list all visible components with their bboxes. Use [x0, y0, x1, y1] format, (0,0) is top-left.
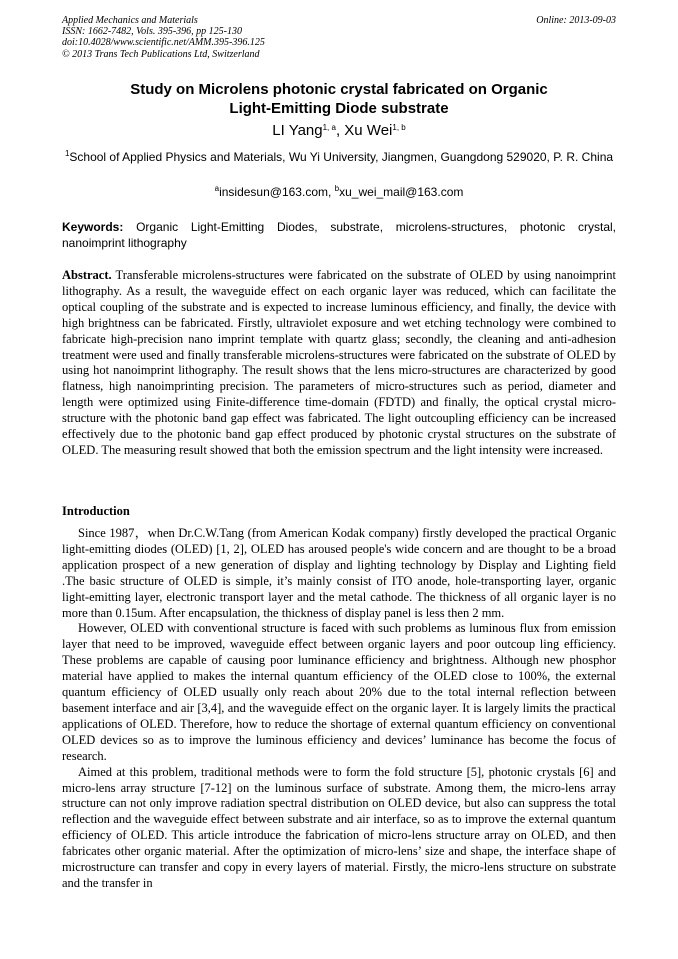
copyright-line: © 2013 Trans Tech Publications Ltd, Switzerland — [62, 48, 260, 60]
email-a: insidesun@163.com — [219, 185, 328, 199]
keywords-block — [62, 219, 616, 251]
introduction-heading: Introduction — [62, 504, 130, 518]
abstract-text: Transferable microlens-structures were fabricated on the substrate of OLED by using nanoimprint lithography. As a result, the waveguide effect on each organic layer was reduced, which can facilitate the optical coupling of the substrate and is expected to increase luminous efficiency, and finally, the device with high brightness can be fabricated. Firstly, ultraviolet exposure and wet etching technology were combined to fabricate high-precision nano imprint template with quartz glass; secondly, the cleaning and anti-adhesion treatment were used and finally transferable microlens-structures were fabricated on the substrate of OLED by using hot nanoimprint lithography. The result shows that the lens micro-structures are characterized by good flatness, high nanoimprinting precision. The parameters of micro-structures such as period, diameter and length were optimized using Finite-difference time-domain (FDTD) and finally, the optical crystal micro-structure with the photonic band gap effect was fabricated. The light outcoupling efficiency can be increased effectively due to the photonic band gap effect produced by photonic crystal structures on the substrate of OLED. The measuring result showed that both the emission spectrum and the light intensity were increased. — [62, 268, 616, 457]
email-b: xu_wei_mail@163.com — [339, 185, 464, 199]
title-line-1: Study on Microlens photonic crystal fabricated on Organic — [130, 81, 548, 98]
title-line-2: Light-Emitting Diode substrate — [229, 100, 449, 117]
affiliation-text: School of Applied Physics and Materials, Wu Yi University, Jiangmen, Guangdong 529020, P. R. China — [69, 150, 614, 164]
issn-line: ISSN: 1662-7482, Vols. 395-396, pp 125-130 — [62, 26, 242, 38]
author-1-name: LI Yang — [272, 122, 323, 139]
intro-paragraph-3: Aimed at this problem, traditional methods were to form the fold structure [5], photonic crystals [6] and micro-lens array structure [7-12] on the luminous surface of substrate. Among them, the micro-lens array structure can not only improve radiation spectral distribution on OLED device, but also can suppress the total reflection and the waveguide effect between substrate and air interface, so as to improve the external quantum efficiency of OLED. This article introduce the fabrication of micro-lens structure array on OLED, and then fabricates other organic material. After the optimization of micro-lens’ size and shape, the interface shape of microstructure can transfer and copy in every layers of material. Firstly, the micro-lens structure on substrate and the transfer in — [62, 764, 616, 890]
email-a-mark: a — [214, 184, 220, 193]
author-list — [62, 122, 616, 140]
author-1-affil-mark: 1, a — [322, 123, 336, 132]
abstract-block — [62, 268, 616, 459]
author-separator: , — [335, 122, 345, 139]
journal-name: Applied Mechanics and Materials — [62, 15, 198, 26]
affiliation — [62, 149, 616, 165]
online-date: Online: 2013-09-03 — [536, 15, 616, 26]
email-separator: , — [328, 185, 335, 199]
author-2-name: Xu Wei — [344, 122, 393, 139]
email-b-mark: b — [334, 184, 340, 193]
intro-paragraph-2: However, OLED with conventional structure is faced with such problems as luminous flux from emission layer that need to be improved, waveguide effect between organic layers and poor outcoup ling efficiency. These problems are capable of causing poor luminance efficiency and brightness. Although new phosphor material have applied to makes the internal quantum efficiency of the OLED close to 100%, the external quantum efficiency of OLED usually only reach about 20% due to the total internal reflection between basement interface and air [3,4], and the waveguide effect on the organic layer. It is largely limits the practical applications of OLED. Therefore, how to reduce the shortage of external quantum efficiency on conventional OLED devices so as to improve the luminous efficiency and devices’ luminance has become the focus of research. — [62, 621, 616, 763]
author-2-affil-mark: 1, b — [392, 123, 406, 132]
journal-header — [62, 15, 616, 60]
keywords-text: Organic Light-Emitting Diodes, substrate, microlens-structures, photonic crystal, nanoimprint lithography — [62, 220, 616, 250]
affiliation-mark: 1 — [64, 149, 70, 158]
abstract-label: Abstract. — [62, 268, 112, 282]
introduction-body — [62, 526, 616, 892]
doi-line: doi:10.4028/www.scientific.net/AMM.395-396.125 — [62, 37, 265, 49]
keywords-label: Keywords: — [62, 220, 124, 234]
intro-paragraph-1: Since 1987，when Dr.C.W.Tang (from American Kodak company) firstly developed the practical Organic light-emitting diodes (OLED) [1, 2], OLED has aroused people's wide concern and are thought to be a broad application prospect of a new generation of display and lighting technology by Display and Lighting field .The basic structure of OLED is simple, it’s mainly consist of ITO anode, hole-transporting layer, organic light-emitting layer, electronic transport layer and the metal cathode. The thickness of all organic layer is no more than 0.15um. After encapsulation, the thickness of display panel is less then 2 mm. — [62, 526, 616, 620]
paper-title — [62, 80, 616, 118]
author-emails — [62, 184, 616, 200]
